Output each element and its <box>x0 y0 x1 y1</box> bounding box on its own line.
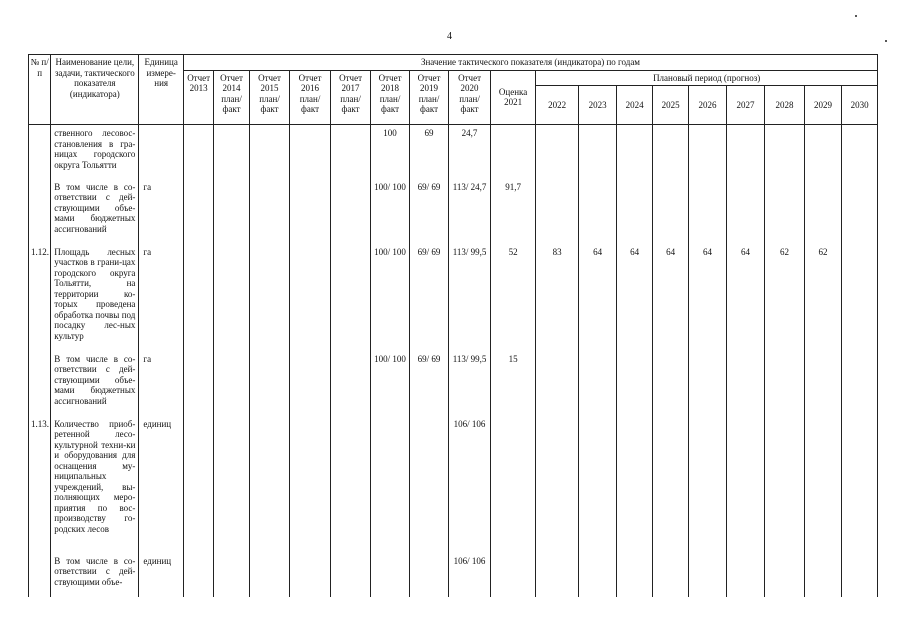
cell-2013 <box>183 125 213 179</box>
table-row <box>29 244 878 351</box>
cell-plan <box>726 125 764 179</box>
cell-estimate-2021 <box>490 553 536 597</box>
cell-estimate-2021: 52 <box>490 244 536 351</box>
cell-plan <box>804 351 841 416</box>
cell-estimate-2021 <box>490 416 536 553</box>
cell-plan <box>617 351 652 416</box>
cell-plan: 64 <box>578 244 616 351</box>
cell-plan <box>842 351 878 416</box>
cell-2017 <box>330 553 371 597</box>
cell-2020: 24,7 <box>449 125 491 179</box>
cell-plan <box>652 416 688 553</box>
indicator-table <box>28 54 878 597</box>
cell-plan <box>689 416 726 553</box>
cell-2018: 100 <box>371 125 409 179</box>
cell-2017 <box>330 351 371 416</box>
cell-plan <box>689 125 726 179</box>
cell-estimate-2021 <box>490 125 536 179</box>
row-name: В том числе в со-ответствии с дей-ствующими объе- <box>51 553 139 597</box>
cell-2016 <box>290 125 331 179</box>
cell-2014 <box>214 244 249 351</box>
cell-estimate-2021: 15 <box>490 351 536 416</box>
cell-2020: 113/ 99,5 <box>449 351 491 416</box>
header-plan-year: 2027 <box>726 86 764 125</box>
cell-2015 <box>249 125 290 179</box>
cell-plan <box>617 125 652 179</box>
header-report-2013: Отчет 2013 <box>183 70 213 125</box>
row-num <box>29 179 51 244</box>
header-plan-year: 2026 <box>689 86 726 125</box>
cell-2014 <box>214 351 249 416</box>
cell-2015 <box>249 416 290 553</box>
cell-2019: 69/ 69 <box>409 244 449 351</box>
cell-plan: 62 <box>765 244 805 351</box>
cell-2013 <box>183 244 213 351</box>
cell-plan: 83 <box>536 244 579 351</box>
cell-plan <box>765 179 805 244</box>
cell-2013 <box>183 179 213 244</box>
cell-plan <box>578 351 616 416</box>
cell-plan <box>652 179 688 244</box>
cell-2020: 113/ 24,7 <box>449 179 491 244</box>
cell-plan <box>765 351 805 416</box>
row-name: В том числе в со-ответствии с дей-ствующими объе-мами бюджетных ассигнований <box>51 351 139 416</box>
cell-plan <box>689 351 726 416</box>
cell-plan <box>536 553 579 597</box>
row-name: Количество приоб-ретенной лесо-культурной техни-ки и оборудования для оснащения му-ниципальных учреждений, вы-полняющих меро-приятия по вос-производству го-родских лесов <box>51 416 139 553</box>
cell-plan <box>578 179 616 244</box>
header-plan-year: 2023 <box>578 86 616 125</box>
cell-plan <box>536 125 579 179</box>
cell-2020: 106/ 106 <box>449 553 491 597</box>
cell-plan <box>765 416 805 553</box>
row-name: ственного лесовос-становления в гра-ницах городского округа Тольятти <box>51 125 139 179</box>
header-plan-year: 2022 <box>536 86 579 125</box>
cell-2015 <box>249 351 290 416</box>
page-number: 4 <box>447 31 452 42</box>
table-row <box>29 125 878 179</box>
cell-plan: 64 <box>689 244 726 351</box>
cell-plan <box>804 553 841 597</box>
cell-2018 <box>371 416 409 553</box>
cell-plan: 62 <box>804 244 841 351</box>
header-report-2015: Отчет 2015 план/ факт <box>249 70 290 125</box>
cell-estimate-2021: 91,7 <box>490 179 536 244</box>
row-num <box>29 125 51 179</box>
cell-2014 <box>214 553 249 597</box>
cell-plan <box>765 553 805 597</box>
cell-2019 <box>409 553 449 597</box>
cell-plan <box>842 125 878 179</box>
cell-2016 <box>290 416 331 553</box>
row-num: 1.12. <box>29 244 51 351</box>
cell-plan <box>617 553 652 597</box>
cell-2015 <box>249 553 290 597</box>
cell-2016 <box>290 553 331 597</box>
header-report-2019: Отчет 2019 план/ факт <box>409 70 449 125</box>
cell-plan: 64 <box>726 244 764 351</box>
header-plan-period: Плановый период (прогноз) <box>536 70 878 86</box>
header-plan-year: 2024 <box>617 86 652 125</box>
cell-plan <box>652 351 688 416</box>
cell-plan <box>652 125 688 179</box>
row-unit: га <box>139 244 184 351</box>
cell-plan <box>765 125 805 179</box>
cell-plan <box>578 125 616 179</box>
row-num <box>29 351 51 416</box>
cell-2018 <box>371 553 409 597</box>
cell-plan <box>726 179 764 244</box>
cell-plan <box>652 553 688 597</box>
cell-plan: 64 <box>617 244 652 351</box>
cell-plan <box>617 416 652 553</box>
header-plan-year: 2029 <box>804 86 841 125</box>
cell-plan <box>536 179 579 244</box>
table-row <box>29 179 878 244</box>
header-plan-year: 2030 <box>842 86 878 125</box>
header-report-2014: Отчет 2014 план/ факт <box>214 70 249 125</box>
cell-2019: 69 <box>409 125 449 179</box>
header-report-2020: Отчет 2020 план/ факт <box>449 70 491 125</box>
cell-2017 <box>330 244 371 351</box>
cell-plan <box>842 416 878 553</box>
table-row <box>29 553 878 597</box>
cell-2013 <box>183 416 213 553</box>
header-report-2017: Отчет 2017 план/ факт <box>330 70 371 125</box>
header-plan-year: 2028 <box>765 86 805 125</box>
cell-2013 <box>183 553 213 597</box>
header-plan-year: 2025 <box>652 86 688 125</box>
cell-2019 <box>409 416 449 553</box>
cell-plan <box>578 416 616 553</box>
cell-2014 <box>214 125 249 179</box>
cell-plan <box>726 553 764 597</box>
header-unit: Единица измере-ния <box>139 55 184 125</box>
cell-2017 <box>330 125 371 179</box>
cell-2016 <box>290 351 331 416</box>
cell-2017 <box>330 179 371 244</box>
cell-plan <box>804 179 841 244</box>
cell-2020: 113/ 99,5 <box>449 244 491 351</box>
header-report-2018: Отчет 2018 план/ факт <box>371 70 409 125</box>
header-estimate-2021: Оценка 2021 <box>490 70 536 125</box>
cell-plan <box>804 125 841 179</box>
cell-2018: 100/ 100 <box>371 179 409 244</box>
table-body <box>29 125 878 597</box>
row-unit <box>139 125 184 179</box>
scan-speck <box>885 40 887 42</box>
cell-2015 <box>249 179 290 244</box>
cell-2018: 100/ 100 <box>371 351 409 416</box>
cell-2015 <box>249 244 290 351</box>
cell-2020: 106/ 106 <box>449 416 491 553</box>
cell-plan <box>842 179 878 244</box>
cell-plan <box>578 553 616 597</box>
cell-2014 <box>214 179 249 244</box>
cell-plan <box>804 416 841 553</box>
cell-2013 <box>183 351 213 416</box>
row-num <box>29 553 51 597</box>
cell-plan <box>842 244 878 351</box>
row-unit: единиц <box>139 553 184 597</box>
cell-plan <box>726 416 764 553</box>
cell-2019: 69/ 69 <box>409 351 449 416</box>
table-row <box>29 416 878 553</box>
row-unit: га <box>139 351 184 416</box>
cell-2017 <box>330 416 371 553</box>
cell-2016 <box>290 244 331 351</box>
cell-plan <box>726 351 764 416</box>
cell-plan <box>842 553 878 597</box>
cell-2019: 69/ 69 <box>409 179 449 244</box>
row-name: Площадь лесных участков в грани-цах городского округа Тольятти, на территории ко-торых проведена обработка почвы под посадку лес-ных культур <box>51 244 139 351</box>
table-row <box>29 351 878 416</box>
cell-plan: 64 <box>652 244 688 351</box>
row-unit: га <box>139 179 184 244</box>
header-name: Наименование цели, задачи, тактического показателя (индикатора) <box>51 55 139 125</box>
cell-plan <box>689 179 726 244</box>
cell-2014 <box>214 416 249 553</box>
cell-plan <box>689 553 726 597</box>
cell-plan <box>536 351 579 416</box>
table-header <box>29 55 878 125</box>
header-report-2016: Отчет 2016 план/ факт <box>290 70 331 125</box>
scan-speck <box>855 15 857 17</box>
row-name: В том числе в со-ответствии с дей-ствующими объе-мами бюджетных ассигнований <box>51 179 139 244</box>
row-unit: единиц <box>139 416 184 553</box>
cell-plan <box>617 179 652 244</box>
header-group-title: Значение тактического показателя (индикатора) по годам <box>183 55 877 71</box>
cell-plan <box>536 416 579 553</box>
header-num: № п/п <box>29 55 51 125</box>
cell-2018: 100/ 100 <box>371 244 409 351</box>
cell-2016 <box>290 179 331 244</box>
row-num: 1.13. <box>29 416 51 553</box>
